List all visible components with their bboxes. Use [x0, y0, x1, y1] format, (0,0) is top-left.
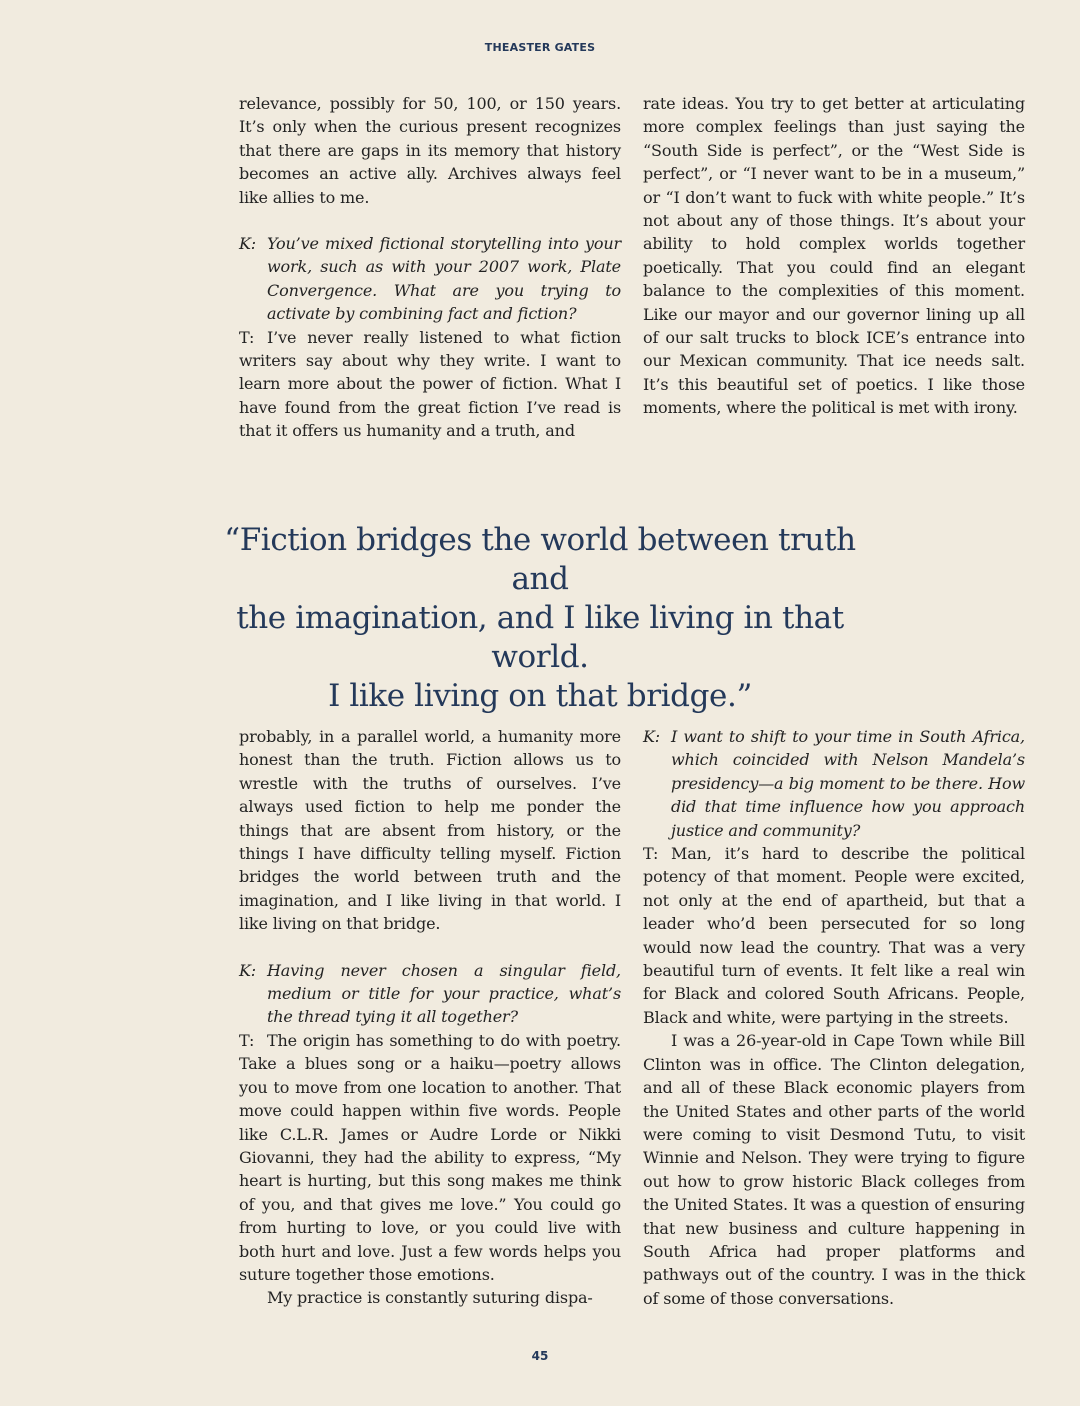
- pull-quote-line: “Fiction bridges the world between truth and: [224, 522, 856, 597]
- speaker-label: T:: [239, 1030, 255, 1050]
- speaker-label: T:: [643, 844, 659, 864]
- speaker-label: K:: [239, 960, 257, 980]
- speaker-label: K:: [239, 234, 257, 254]
- bottom-left-column: [239, 725, 621, 1310]
- answer-text: Man, it’s hard to describe the political potency of that moment. People were excited, not only at the end of apartheid, but that a leader who’d been persecuted for so long would now lead the country. That was a very beautiful turn of events. It felt like a real win for Black and colored South Africans. People, Black and white, were partying in the streets.: [643, 844, 1025, 1027]
- pull-quote: [200, 521, 880, 716]
- interviewer-question: [643, 725, 1025, 842]
- top-right-column: [643, 92, 1025, 420]
- question-text: Having never chosen a singular field, medium or title for your practice, what’s the thread tying it all together?: [267, 960, 621, 1027]
- interviewer-question: [239, 959, 621, 1029]
- pull-quote-line: the imagination, and I like living in that world.: [236, 600, 844, 675]
- interviewer-question: [239, 232, 621, 326]
- top-left-column: [239, 92, 621, 443]
- bottom-right-column: [643, 725, 1025, 1310]
- paragraph: probably, in a parallel world, a humanity more honest than the truth. Fiction allows us to wrestle with the truths of ourselves. I’ve always used fiction to help me ponder the things that are absent from history, or the things I have difficulty telling myself. Fiction bridges the world between truth and the imagination, and I like living in that world. I like living on that bridge.: [239, 727, 621, 934]
- page-number: 45: [531, 1349, 549, 1363]
- paragraph: My practice is constantly suturing dispa-: [267, 1288, 593, 1308]
- pull-quote-line: I like living on that bridge.”: [328, 678, 752, 714]
- artist-answer: [239, 326, 621, 443]
- running-head: THEASTER GATES: [484, 41, 596, 54]
- answer-text: The origin has something to do with poetry. Take a blues song or a haiku—poetry allows you to move from one location to another. That move could happen within five words. People like C.L.R. James or Audre Lorde or Nikki Giovanni, they had the ability to express, “My heart is hurting, but this song makes me think of you, and that gives me love.” You could go from hurting to love, or you could live with both hurt and love. Just a few words helps you suture together those emotions.: [239, 1030, 621, 1284]
- paragraph: rate ideas. You try to get better at articulating more complex feelings than just saying the “South Side is perfect”, or the “West Side is perfect”, or “I never want to be in a museum,” or “I don’t want to fuck with white people.” It’s not about any of those things. It’s about your ability to hold complex worlds together poetically. That you could find an elegant balance to the complexities of this moment. Like our mayor and our governor lining up all of our salt trucks to block ICE’s entrance into our Mexican community. That ice needs salt. It’s this beautiful set of poetics. I like those moments, where the political is met with irony.: [643, 94, 1025, 418]
- question-text: I want to shift to your time in South Africa, which coincided with Nelson Mandela’s presidency—a big moment to be there. How did that time influence how you approach justice and community?: [671, 727, 1025, 840]
- paragraph: relevance, possibly for 50, 100, or 150 years. It’s only when the curious present recognizes that there are gaps in its memory that history becomes an active ally. Archives always feel like allies to me.: [239, 94, 621, 207]
- question-text: You’ve mixed fictional storytelling into your work, such as with your 2007 work, Plate Convergence. What are you trying to activate by combining fact and fiction?: [267, 234, 621, 324]
- speaker-label: T:: [239, 327, 255, 347]
- speaker-label: K:: [643, 727, 661, 746]
- paragraph: I was a 26-year-old in Cape Town while Bill Clinton was in office. The Clinton delegation, and all of these Black economic players from the United States and other parts of the world were coming to visit Desmond Tutu, to visit Winnie and Nelson. They were trying to figure out how to grow historic Black colleges from the United States. It was a question of ensuring that new business and culture happening in South Africa had proper platforms and pathways out of the country. I was in the thick of some of those conversations.: [643, 1031, 1025, 1308]
- artist-answer: [643, 842, 1025, 1029]
- artist-answer: [239, 1029, 621, 1286]
- answer-text: I’ve never really listened to what fiction writers say about why they write. I want to learn more about the power of fiction. What I have found from the great fiction I’ve read is that it offers us humanity and a truth, and: [239, 327, 621, 441]
